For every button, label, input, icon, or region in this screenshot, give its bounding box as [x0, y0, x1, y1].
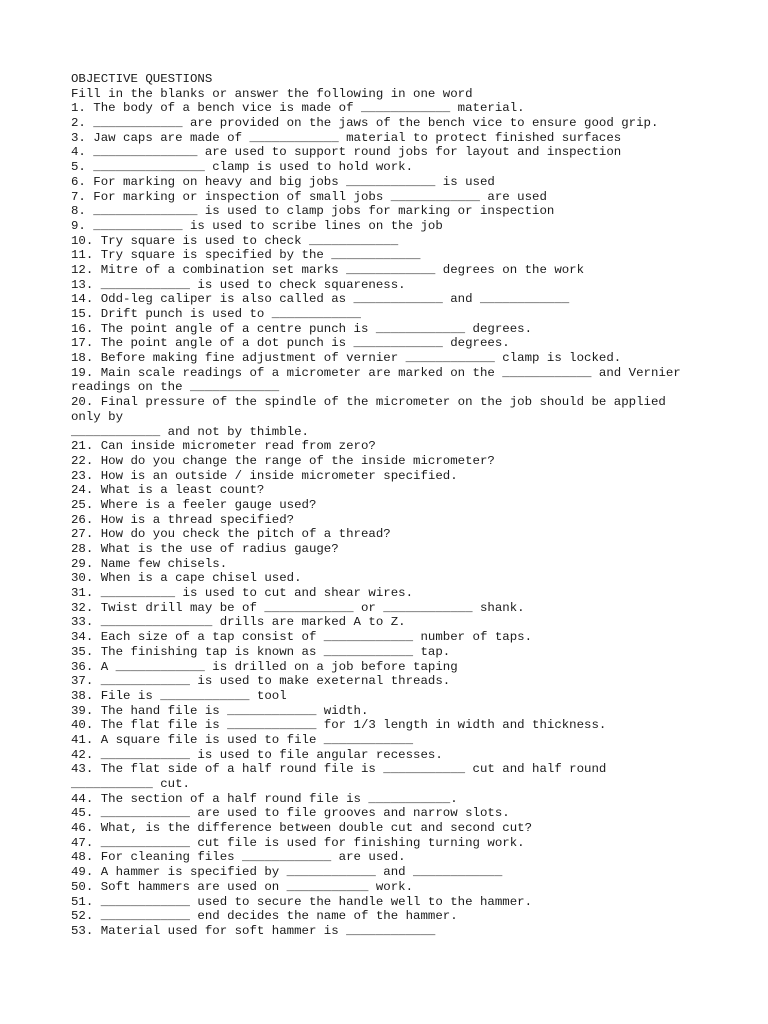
question-line: 35. The finishing tap is known as ____________ tap.: [71, 644, 451, 659]
question-line: 4. ______________ are used to support round jobs for layout and inspection: [71, 145, 622, 160]
question-line: readings on the ____________: [71, 380, 280, 395]
question-line: 31. __________ is used to cut and shear wires.: [71, 586, 414, 601]
question-line: 50. Soft hammers are used on ___________ work.: [71, 879, 414, 894]
question-line: 20. Final pressure of the spindle of the micrometer on the job should be applied: [71, 395, 666, 410]
question-line: 44. The section of a half round file is ___________.: [71, 791, 458, 806]
question-line: 16. The point angle of a centre punch is ____________ degrees.: [71, 321, 533, 336]
question-line: 30. When is a cape chisel used.: [71, 571, 302, 586]
document-page: [71, 72, 711, 939]
question-line: 12. Mitre of a combination set marks ____________ degrees on the work: [71, 262, 585, 277]
document-heading: OBJECTIVE QUESTIONS: [71, 72, 213, 86]
question-line: 15. Drift punch is used to ____________: [71, 307, 361, 321]
question-line: 47. ____________ cut file is used for finishing turning work.: [71, 835, 525, 850]
question-line: 21. Can inside micrometer read from zero?: [71, 439, 376, 454]
question-line: 11. Try square is specified by the ____________: [71, 248, 421, 263]
question-line: 3. Jaw caps are made of ____________ material to protect finished surfaces: [71, 130, 622, 145]
question-line: 26. How is a thread specified?: [71, 512, 295, 527]
question-line: 43. The flat side of a half round file is ___________ cut and half round: [71, 762, 607, 777]
question-line: 28. What is the use of radius gauge?: [71, 542, 339, 556]
question-line: 6. For marking on heavy and big jobs ____________ is used: [71, 174, 495, 189]
question-line: 14. Odd-leg caliper is also called as ____________ and ____________: [71, 292, 570, 307]
question-line: 32. Twist drill may be of ____________ or ____________ shank.: [71, 600, 525, 615]
question-line: 27. How do you check the pitch of a thread?: [71, 527, 391, 542]
question-line: 19. Main scale readings of a micrometer are marked on the ____________ and Vernier: [71, 365, 681, 380]
question-line: 18. Before making fine adjustment of vernier ____________ clamp is locked.: [71, 351, 622, 366]
question-line: 42. ____________ is used to file angular recesses.: [71, 747, 443, 762]
question-line: 8. ______________ is used to clamp jobs for marking or inspection: [71, 204, 555, 219]
question-line: 5. _______________ clamp is used to hold work.: [71, 160, 414, 175]
question-line: 22. How do you change the range of the inside micrometer?: [71, 453, 495, 468]
question-line: 10. Try square is used to check ____________: [71, 233, 399, 248]
question-line: 48. For cleaning files ____________ are used.: [71, 850, 406, 865]
question-line: 53. Material used for soft hammer is ____________: [71, 923, 436, 938]
question-line: 2. ____________ are provided on the jaws of the bench vice to ensure good grip.: [71, 116, 659, 131]
document-instruction: Fill in the blanks or answer the following in one word: [71, 86, 473, 101]
question-line: ___________ cut.: [71, 777, 190, 791]
question-line: 45. ____________ are used to file grooves and narrow slots.: [71, 806, 510, 821]
question-line: 41. A square file is used to file ____________: [71, 732, 414, 747]
question-line: 1. The body of a bench vice is made of ____________ material.: [71, 101, 525, 116]
question-line: 49. A hammer is specified by ____________ and ____________: [71, 865, 503, 880]
question-line: 33. _______________ drills are marked A to Z.: [71, 615, 406, 630]
question-line: 39. The hand file is ____________ width.: [71, 703, 369, 718]
question-line: 34. Each size of a tap consist of ____________ number of taps.: [71, 630, 533, 645]
question-line: 25. Where is a feeler gauge used?: [71, 497, 317, 512]
question-line: 17. The point angle of a dot punch is ____________ degrees.: [71, 336, 510, 351]
question-line: 40. The flat file is ____________ for 1/3 length in width and thickness.: [71, 718, 607, 733]
question-line: 52. ____________ end decides the name of the hammer.: [71, 909, 458, 924]
question-line: 23. How is an outside / inside micrometer specified.: [71, 468, 458, 483]
question-line: 46. What, is the difference between double cut and second cut?: [71, 821, 533, 836]
question-line: 38. File is ____________ tool: [71, 688, 287, 703]
question-line: 29. Name few chisels.: [71, 556, 228, 571]
question-line: 36. A ____________ is drilled on a job before taping: [71, 659, 458, 674]
question-line: ____________ and not by thimble.: [71, 424, 309, 439]
question-line: 13. ____________ is used to check squareness.: [71, 277, 406, 292]
question-line: 51. ____________ used to secure the handle well to the hammer.: [71, 894, 533, 909]
question-line: 7. For marking or inspection of small jobs ____________ are used: [71, 189, 547, 204]
question-line: 24. What is a least count?: [71, 483, 265, 498]
question-line: 9. ____________ is used to scribe lines on the job: [71, 218, 443, 233]
question-line: only by: [71, 409, 124, 424]
question-line: 37. ____________ is used to make exeternal threads.: [71, 674, 451, 689]
